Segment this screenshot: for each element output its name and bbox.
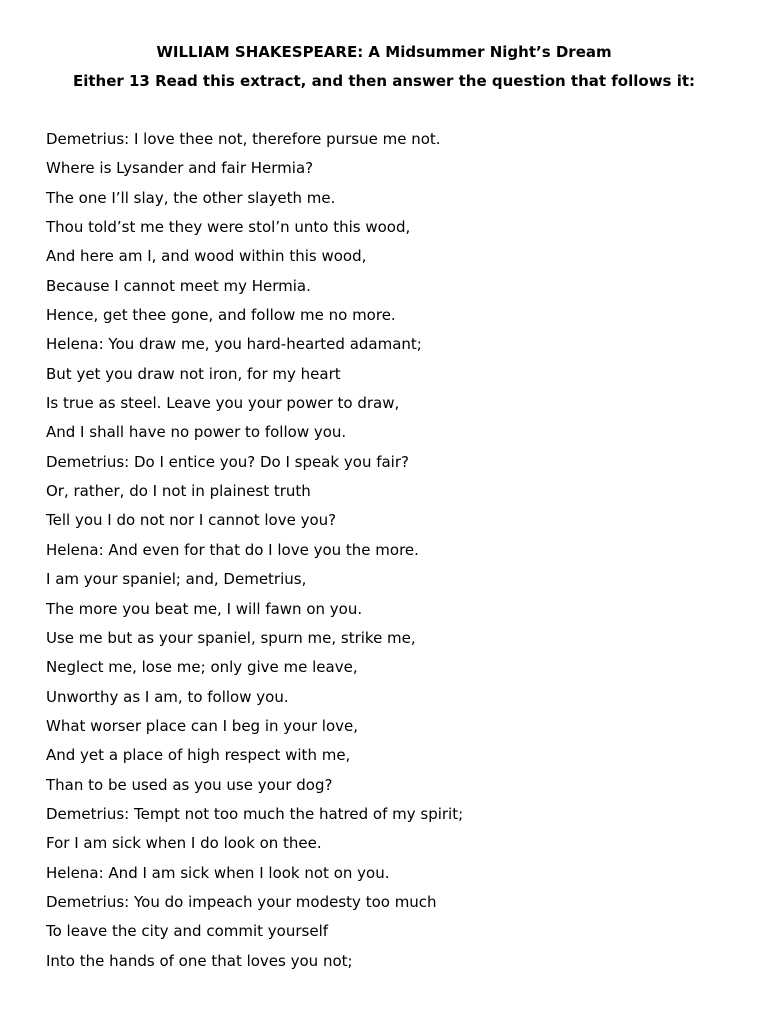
extract-line: The more you beat me, I will fawn on you. xyxy=(46,599,363,618)
extract-line: Demetrius: Do I entice you? Do I speak you fair? xyxy=(46,452,409,471)
extract-line: Demetrius: Tempt not too much the hatred of my spirit; xyxy=(46,804,464,823)
extract-line: Hence, get thee gone, and follow me no more. xyxy=(46,306,396,325)
extract-line: And here am I, and wood within this wood, xyxy=(46,247,367,266)
extract-line: Is true as steel. Leave you your power to draw, xyxy=(46,394,400,413)
extract-line: The one I’ll slay, the other slayeth me. xyxy=(46,188,336,207)
extract-line: Demetrius: You do impeach your modesty too much xyxy=(46,892,437,911)
extract-line: Helena: You draw me, you hard-hearted adamant; xyxy=(46,335,422,354)
extract-line: Neglect me, lose me; only give me leave, xyxy=(46,658,358,677)
extract-line: Or, rather, do I not in plainest truth xyxy=(46,482,311,501)
extract-line: Into the hands of one that loves you not; xyxy=(46,951,353,970)
extract-line: Helena: And I am sick when I look not on you. xyxy=(46,863,390,882)
extract-line: But yet you draw not iron, for my heart xyxy=(46,364,341,383)
extract-line: Use me but as your spaniel, spurn me, strike me, xyxy=(46,628,416,647)
page-title: WILLIAM SHAKESPEARE: A Midsummer Night’s Dream xyxy=(156,43,612,61)
extract-line: To leave the city and commit yourself xyxy=(46,922,329,941)
extract-line: Helena: And even for that do I love you the more. xyxy=(46,540,419,559)
extract-line: Demetrius: I love thee not, therefore pursue me not. xyxy=(46,130,441,148)
extract-line: I am your spaniel; and, Demetrius, xyxy=(46,570,307,589)
extract-line: Tell you I do not nor I cannot love you? xyxy=(46,511,337,530)
question-instruction: Either 13 Read this extract, and then answer the question that follows it: xyxy=(72,72,696,90)
extract-line: What worser place can I beg in your love, xyxy=(46,716,358,735)
extract-line: Than to be used as you use your dog? xyxy=(46,775,333,794)
extract-line: Thou told’st me they were stol’n unto this wood, xyxy=(46,218,411,237)
extract-line: Unworthy as I am, to follow you. xyxy=(46,687,289,706)
extract-line: For I am sick when I do look on thee. xyxy=(46,834,322,853)
extract-line: And I shall have no power to follow you. xyxy=(46,423,347,442)
extract-line: Where is Lysander and fair Hermia? xyxy=(46,159,314,178)
play-extract xyxy=(46,129,463,980)
extract-line: Because I cannot meet my Hermia. xyxy=(46,276,311,295)
extract-line: And yet a place of high respect with me, xyxy=(46,746,351,765)
